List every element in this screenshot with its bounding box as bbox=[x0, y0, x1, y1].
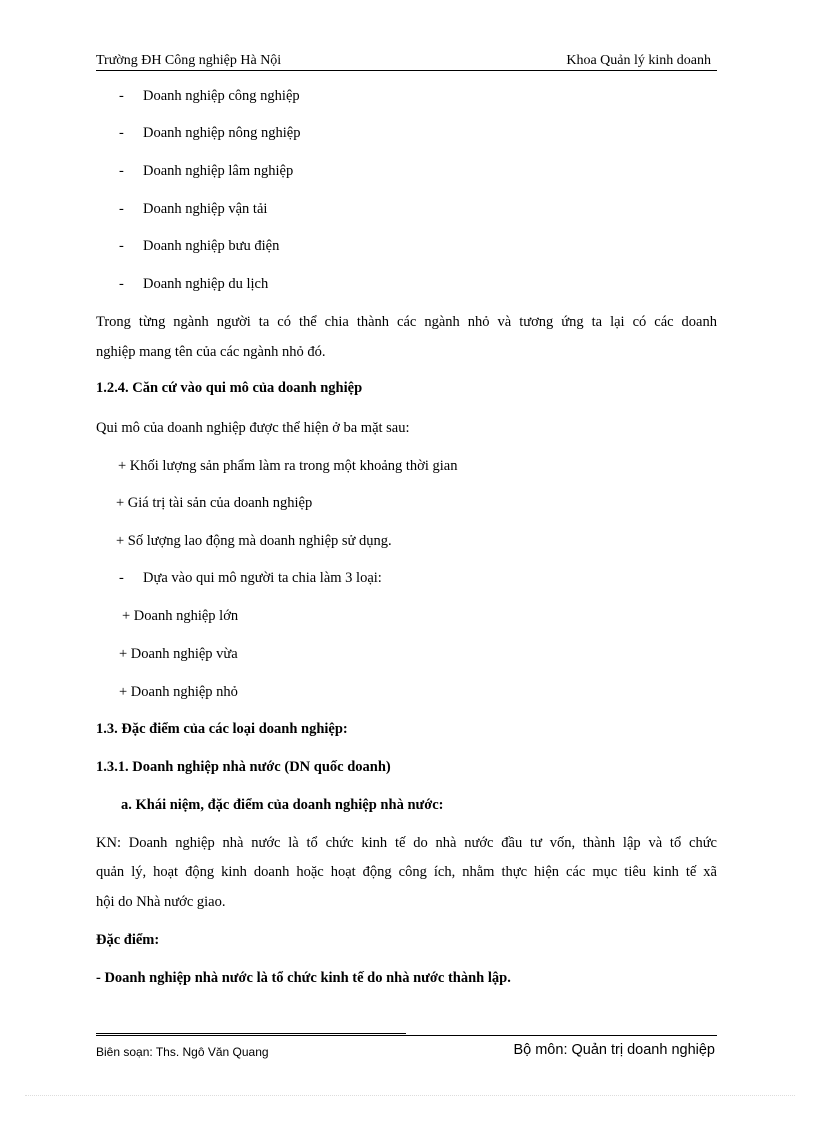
paragraph-line: hội do Nhà nước giao. bbox=[96, 894, 226, 910]
paragraph-line: Qui mô của doanh nghiệp được thể hiện ở ba mặt sau: bbox=[96, 420, 410, 436]
list-item: Doanh nghiệp bưu điện bbox=[143, 238, 280, 254]
page-header bbox=[96, 51, 717, 71]
paragraph-line: KN: Doanh nghiệp nhà nước là tổ chức kinh tế do nhà nước đầu tư vốn, thành lập và tổ chức bbox=[96, 835, 717, 851]
list-item: Doanh nghiệp nông nghiệp bbox=[143, 125, 301, 141]
list-item: Doanh nghiệp công nghiệp bbox=[143, 88, 300, 104]
list-item: Doanh nghiệp vận tải bbox=[143, 201, 268, 217]
list-item: + Doanh nghiệp vừa bbox=[119, 646, 238, 662]
footer-author: Biên soạn: Ths. Ngô Văn Quang bbox=[96, 1045, 269, 1059]
list-dash: - bbox=[119, 238, 124, 254]
list-item: Dựa vào qui mô người ta chia làm 3 loại: bbox=[143, 570, 382, 586]
footer-rule-segment bbox=[96, 1033, 406, 1034]
list-dash: - bbox=[119, 201, 124, 217]
list-item: + Giá trị tài sản của doanh nghiệp bbox=[116, 495, 313, 511]
list-dash: - bbox=[119, 125, 124, 141]
header-faculty: Khoa Quản lý kinh doanh bbox=[566, 53, 711, 68]
subsection-heading: a. Khái niệm, đặc điểm của doanh nghiệp nhà nước: bbox=[121, 797, 444, 813]
list-item: + Số lượng lao động mà doanh nghiệp sử dụng. bbox=[116, 533, 392, 549]
paragraph-line: quản lý, hoạt động kinh doanh hoặc hoạt động công ích, nhằm thực hiện các mục tiêu kinh tế xã bbox=[96, 864, 717, 880]
paragraph-line: Trong từng ngành người ta có thể chia thành các ngành nhỏ và tương ứng ta lại có các doanh bbox=[96, 314, 717, 330]
list-item: Doanh nghiệp du lịch bbox=[143, 276, 269, 292]
list-dash: - bbox=[119, 88, 124, 104]
footer-department: Bộ môn: Quản trị doanh nghiệp bbox=[513, 1042, 715, 1058]
list-item: + Doanh nghiệp lớn bbox=[122, 608, 239, 624]
page-edge-divider bbox=[25, 1095, 795, 1096]
list-dash: - bbox=[119, 163, 124, 179]
list-dash: - bbox=[119, 570, 124, 586]
footer-rule bbox=[96, 1035, 717, 1036]
section-heading: 1.3. Đặc điểm của các loại doanh nghiệp: bbox=[96, 721, 348, 737]
list-item: + Doanh nghiệp nhỏ bbox=[119, 684, 238, 700]
features-label: Đặc điểm: bbox=[96, 932, 160, 948]
paragraph-line: nghiệp mang tên của các ngành nhỏ đó. bbox=[96, 344, 326, 360]
feature-item: - Doanh nghiệp nhà nước là tổ chức kinh tế do nhà nước thành lập. bbox=[96, 970, 511, 986]
header-school: Trường ĐH Công nghiệp Hà Nội bbox=[96, 53, 282, 68]
list-item: Doanh nghiệp lâm nghiệp bbox=[143, 163, 294, 179]
section-heading: 1.3.1. Doanh nghiệp nhà nước (DN quốc doanh) bbox=[96, 759, 391, 775]
list-dash: - bbox=[119, 276, 124, 292]
list-item: + Khối lượng sản phẩm làm ra trong một khoảng thời gian bbox=[118, 458, 458, 474]
section-heading: 1.2.4. Căn cứ vào qui mô của doanh nghiệp bbox=[96, 380, 363, 396]
